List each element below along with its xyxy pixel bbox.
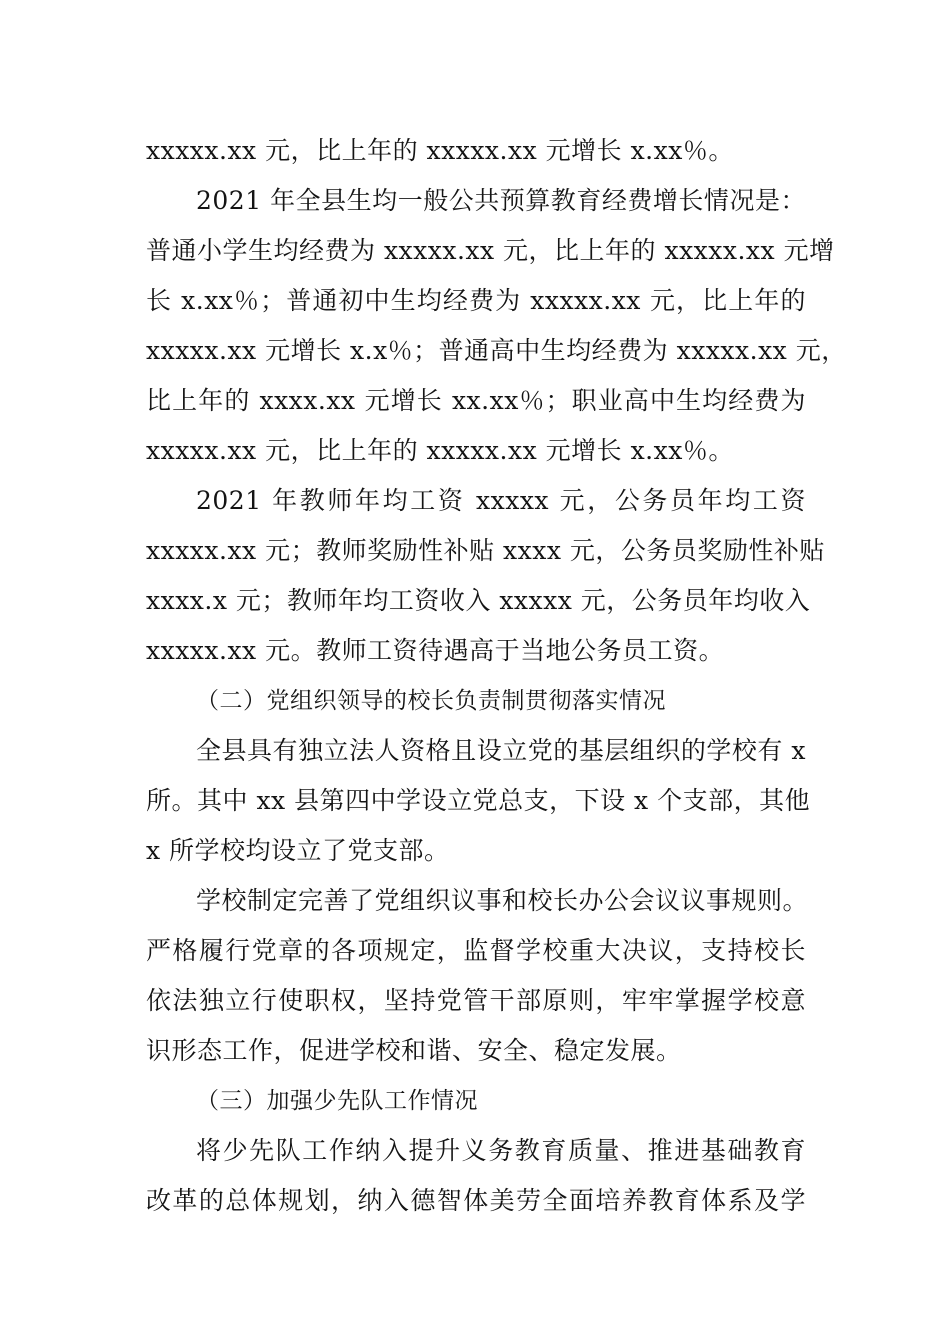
text-line: 学校制定完善了党组织议事和校长办公会议议事规则。 [196,886,809,915]
text-line: 将少先队工作纳入提升义务教育质量、推进基础教育 [196,1136,806,1165]
text-line: 全县具有独立法人资格且设立党的基层组织的学校有 x [196,736,806,765]
text-line: xxxxx.xx 元，比上年的 xxxxx.xx 元增长 x.xx％。 [146,436,734,465]
text-line: x 所学校均设立了党支部。 [146,836,450,865]
text-line: 依法独立行使职权，坚持党管干部原则，牢牢掌握学校意 [146,986,806,1015]
text-line: 普通小学生均经费为 xxxxx.xx 元，比上年的 xxxxx.xx 元增 [146,236,835,265]
text-line: 2021 年全县生均一般公共预算教育经费增长情况是： [196,186,806,215]
text-line: 识形态工作，促进学校和谐、安全、稳定发展。 [146,1036,682,1065]
text-line: 比上年的 xxxx.xx 元增长 xx.xx％；职业高中生均经费为 [146,386,806,415]
text-line: 长 x.xx％；普通初中生均经费为 xxxxx.xx 元，比上年的 [146,286,806,315]
text-line: xxxxx.xx 元，比上年的 xxxxx.xx 元增长 x.xx％。 [146,136,734,165]
text-line: 所。其中 xx 县第四中学设立党总支，下设 x 个支部，其他 [146,786,811,815]
text-line: xxxxx.xx 元增长 x.x％；普通高中生均经费为 xxxxx.xx 元， [146,336,847,365]
section-heading: （三）加强少先队工作情况 [196,1088,478,1114]
text-line: 严格履行党章的各项规定，监督学校重大决议，支持校长 [146,936,806,965]
text-line: xxxxx.xx 元。教师工资待遇高于当地公务员工资。 [146,636,725,665]
text-line: 改革的总体规划，纳入德智体美劳全面培养教育体系及学 [146,1186,806,1215]
section-heading: （二）党组织领导的校长负责制贯彻落实情况 [196,688,666,714]
text-line: xxxx.x 元；教师年均工资收入 xxxxx 元，公务员年均收入 [146,586,811,615]
text-line: 2021 年教师年均工资 xxxxx 元，公务员年均工资 [196,486,806,515]
text-line: xxxxx.xx 元；教师奖励性补贴 xxxx 元，公务员奖励性补贴 [146,536,825,565]
